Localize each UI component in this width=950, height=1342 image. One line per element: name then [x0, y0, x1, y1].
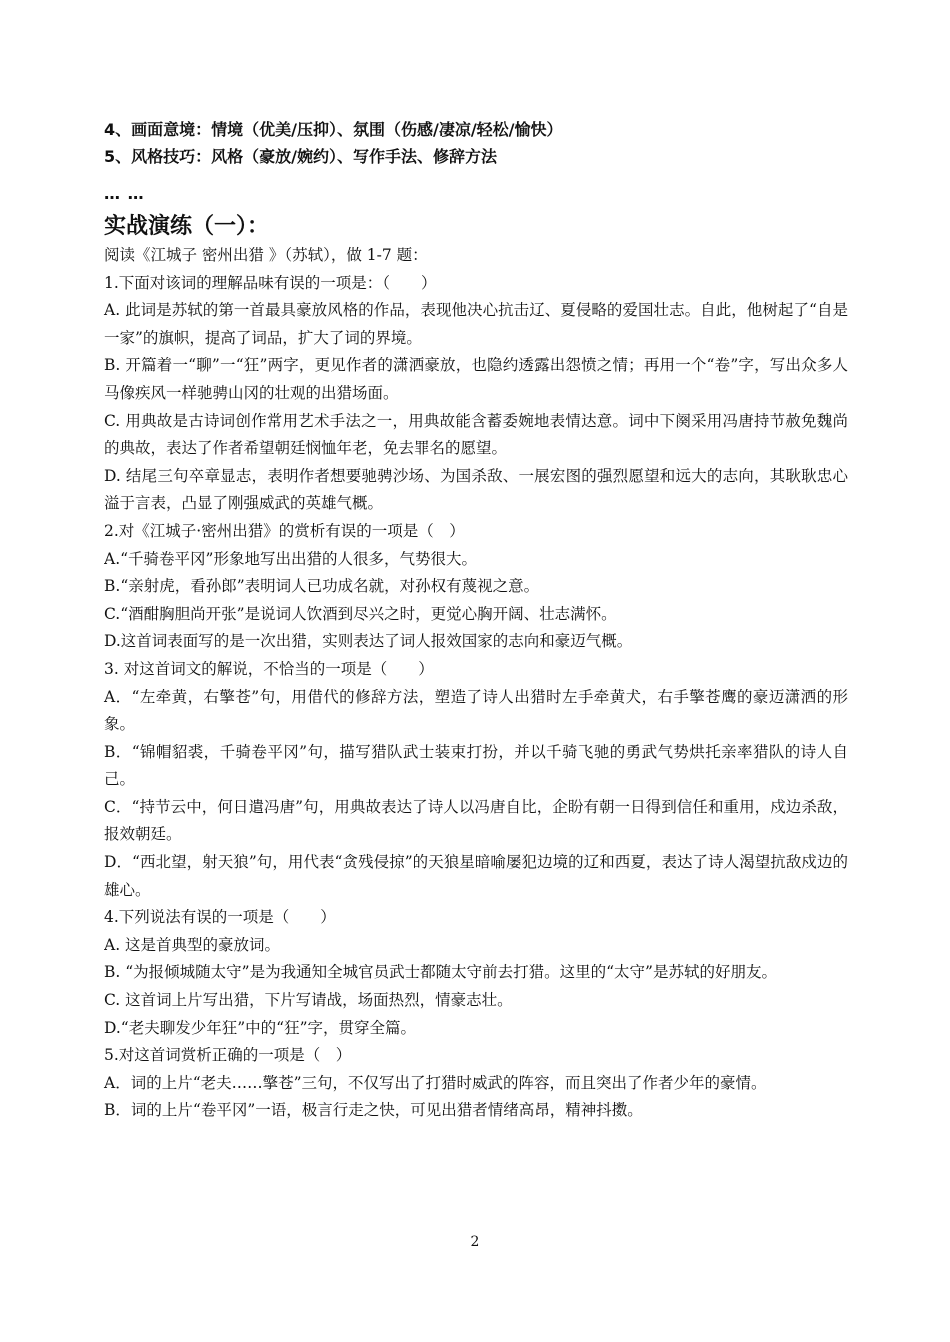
option-c: C.“酒酣胸胆尚开张”是说词人饮酒到尽兴之时，更觉心胸开阔、壮志满怀。 [104, 604, 617, 623]
question-stem: 4.下列说法有误的一项是（ ） [104, 908, 336, 927]
question-5 [104, 1042, 848, 1125]
option-a: A. 此词是苏轼的第一首最具豪放风格的作品，表现他决心抗击辽、夏侵略的爱国壮志。自此，他树起了“自是一家”的旗帜，提高了词品，扩大了词的界境。 [104, 301, 848, 347]
page-content [104, 116, 848, 1125]
reading-intro: 阅读《江城子 密州出猎 》（苏轼），做 1-7 题： [104, 246, 428, 264]
summary-line-5: 5、风格技巧：风格（豪放/婉约）、写作手法、修辞方法 [104, 147, 497, 166]
question-1 [104, 270, 848, 518]
option-b: B．词的上片“卷平冈”一语，极言行走之快，可见出猎者情绪高昂，精神抖擞。 [104, 1101, 643, 1120]
option-a: A．“左牵黄，右擎苍”句，用借代的修辞方法，塑造了诗人出猎时左手牵黄犬，右手擎苍鹰的豪迈潇洒的形象。 [104, 687, 848, 734]
option-d: D.这首词表面写的是一次出猎，实则表达了词人报效国家的志向和豪迈气概。 [104, 632, 633, 651]
option-a: A．词的上片“老夫……擎苍”三句，不仅写出了打猎时威武的阵容，而且突出了作者少年的豪情。 [104, 1073, 767, 1092]
question-stem: 1.下面对该词的理解品味有误的一项是：（ ） [104, 273, 437, 292]
question-3 [104, 656, 848, 904]
question-2 [104, 518, 848, 656]
option-a: A. 这是首典型的豪放词。 [104, 935, 281, 954]
question-4 [104, 904, 848, 1042]
question-stem: 5.对这首词赏析正确的一项是（ ） [104, 1046, 352, 1065]
option-b: B. “为报倾城随太守”是为我通知全城官员武士都随太守前去打猎。这里的“太守”是苏轼的好朋友。 [104, 963, 777, 982]
page-number: 2 [470, 1234, 480, 1250]
ellipsis: … … [104, 184, 145, 203]
option-c: C．“持节云中，何日遣冯唐”句，用典故表达了诗人以冯唐自比，企盼有朝一日得到信任和重用，戍边杀敌，报效朝廷。 [104, 797, 848, 844]
option-c: C. 用典故是古诗词创作常用艺术手法之一，用典故能含蓄委婉地表情达意。词中下阕采用冯唐持节赦免魏尚的典故，表达了作者希望朝廷悯恤年老，免去罪名的愿望。 [104, 411, 848, 458]
option-b: B.“亲射虎，看孙郎”表明词人已功成名就，对孙权有蔑视之意。 [104, 577, 540, 596]
option-d: D．“西北望，射天狼”句，用代表“贪残侵掠”的天狼星暗喻屡犯边境的辽和西夏，表达了诗人渴望抗敌戍边的雄心。 [104, 853, 848, 899]
option-b: B．“锦帽貂裘，千骑卷平冈”句，描写猎队武士装束打扮，并以千骑飞驰的勇武气势烘托亲率猎队的诗人自己。 [104, 742, 848, 789]
option-d: D. 结尾三句卒章显志，表明作者想要驰骋沙场、为国杀敌、一展宏图的强烈愿望和远大的志向，其耿耿忠心溢于言表，凸显了刚强威武的英雄气概。 [104, 466, 848, 513]
question-stem: 2.对《江城子·密州出猎》的赏析有误的一项是（ ） [104, 521, 465, 540]
question-stem: 3. 对这首词文的解说，不恰当的一项是（ ） [104, 659, 434, 678]
option-c: C. 这首词上片写出猎，下片写请战，场面热烈，情豪志壮。 [104, 991, 513, 1010]
section-title: 实战演练（一）： [104, 214, 270, 239]
summary-line-4: 4、画面意境：情境（优美/压抑）、氛围（伤感/凄凉/轻松/愉快） [104, 120, 563, 139]
option-a: A.“千骑卷平冈”形象地写出出猎的人很多，气势很大。 [104, 549, 477, 568]
option-d: D.“老夫聊发少年狂”中的“狂”字，贯穿全篇。 [104, 1018, 416, 1037]
option-b: B. 开篇着一“聊”一“狂”两字，更见作者的潇洒豪放，也隐约透露出怨愤之情；再用一个“卷”字，写出众多人马像疾风一样驰骋山冈的壮观的出猎场面。 [104, 356, 848, 402]
